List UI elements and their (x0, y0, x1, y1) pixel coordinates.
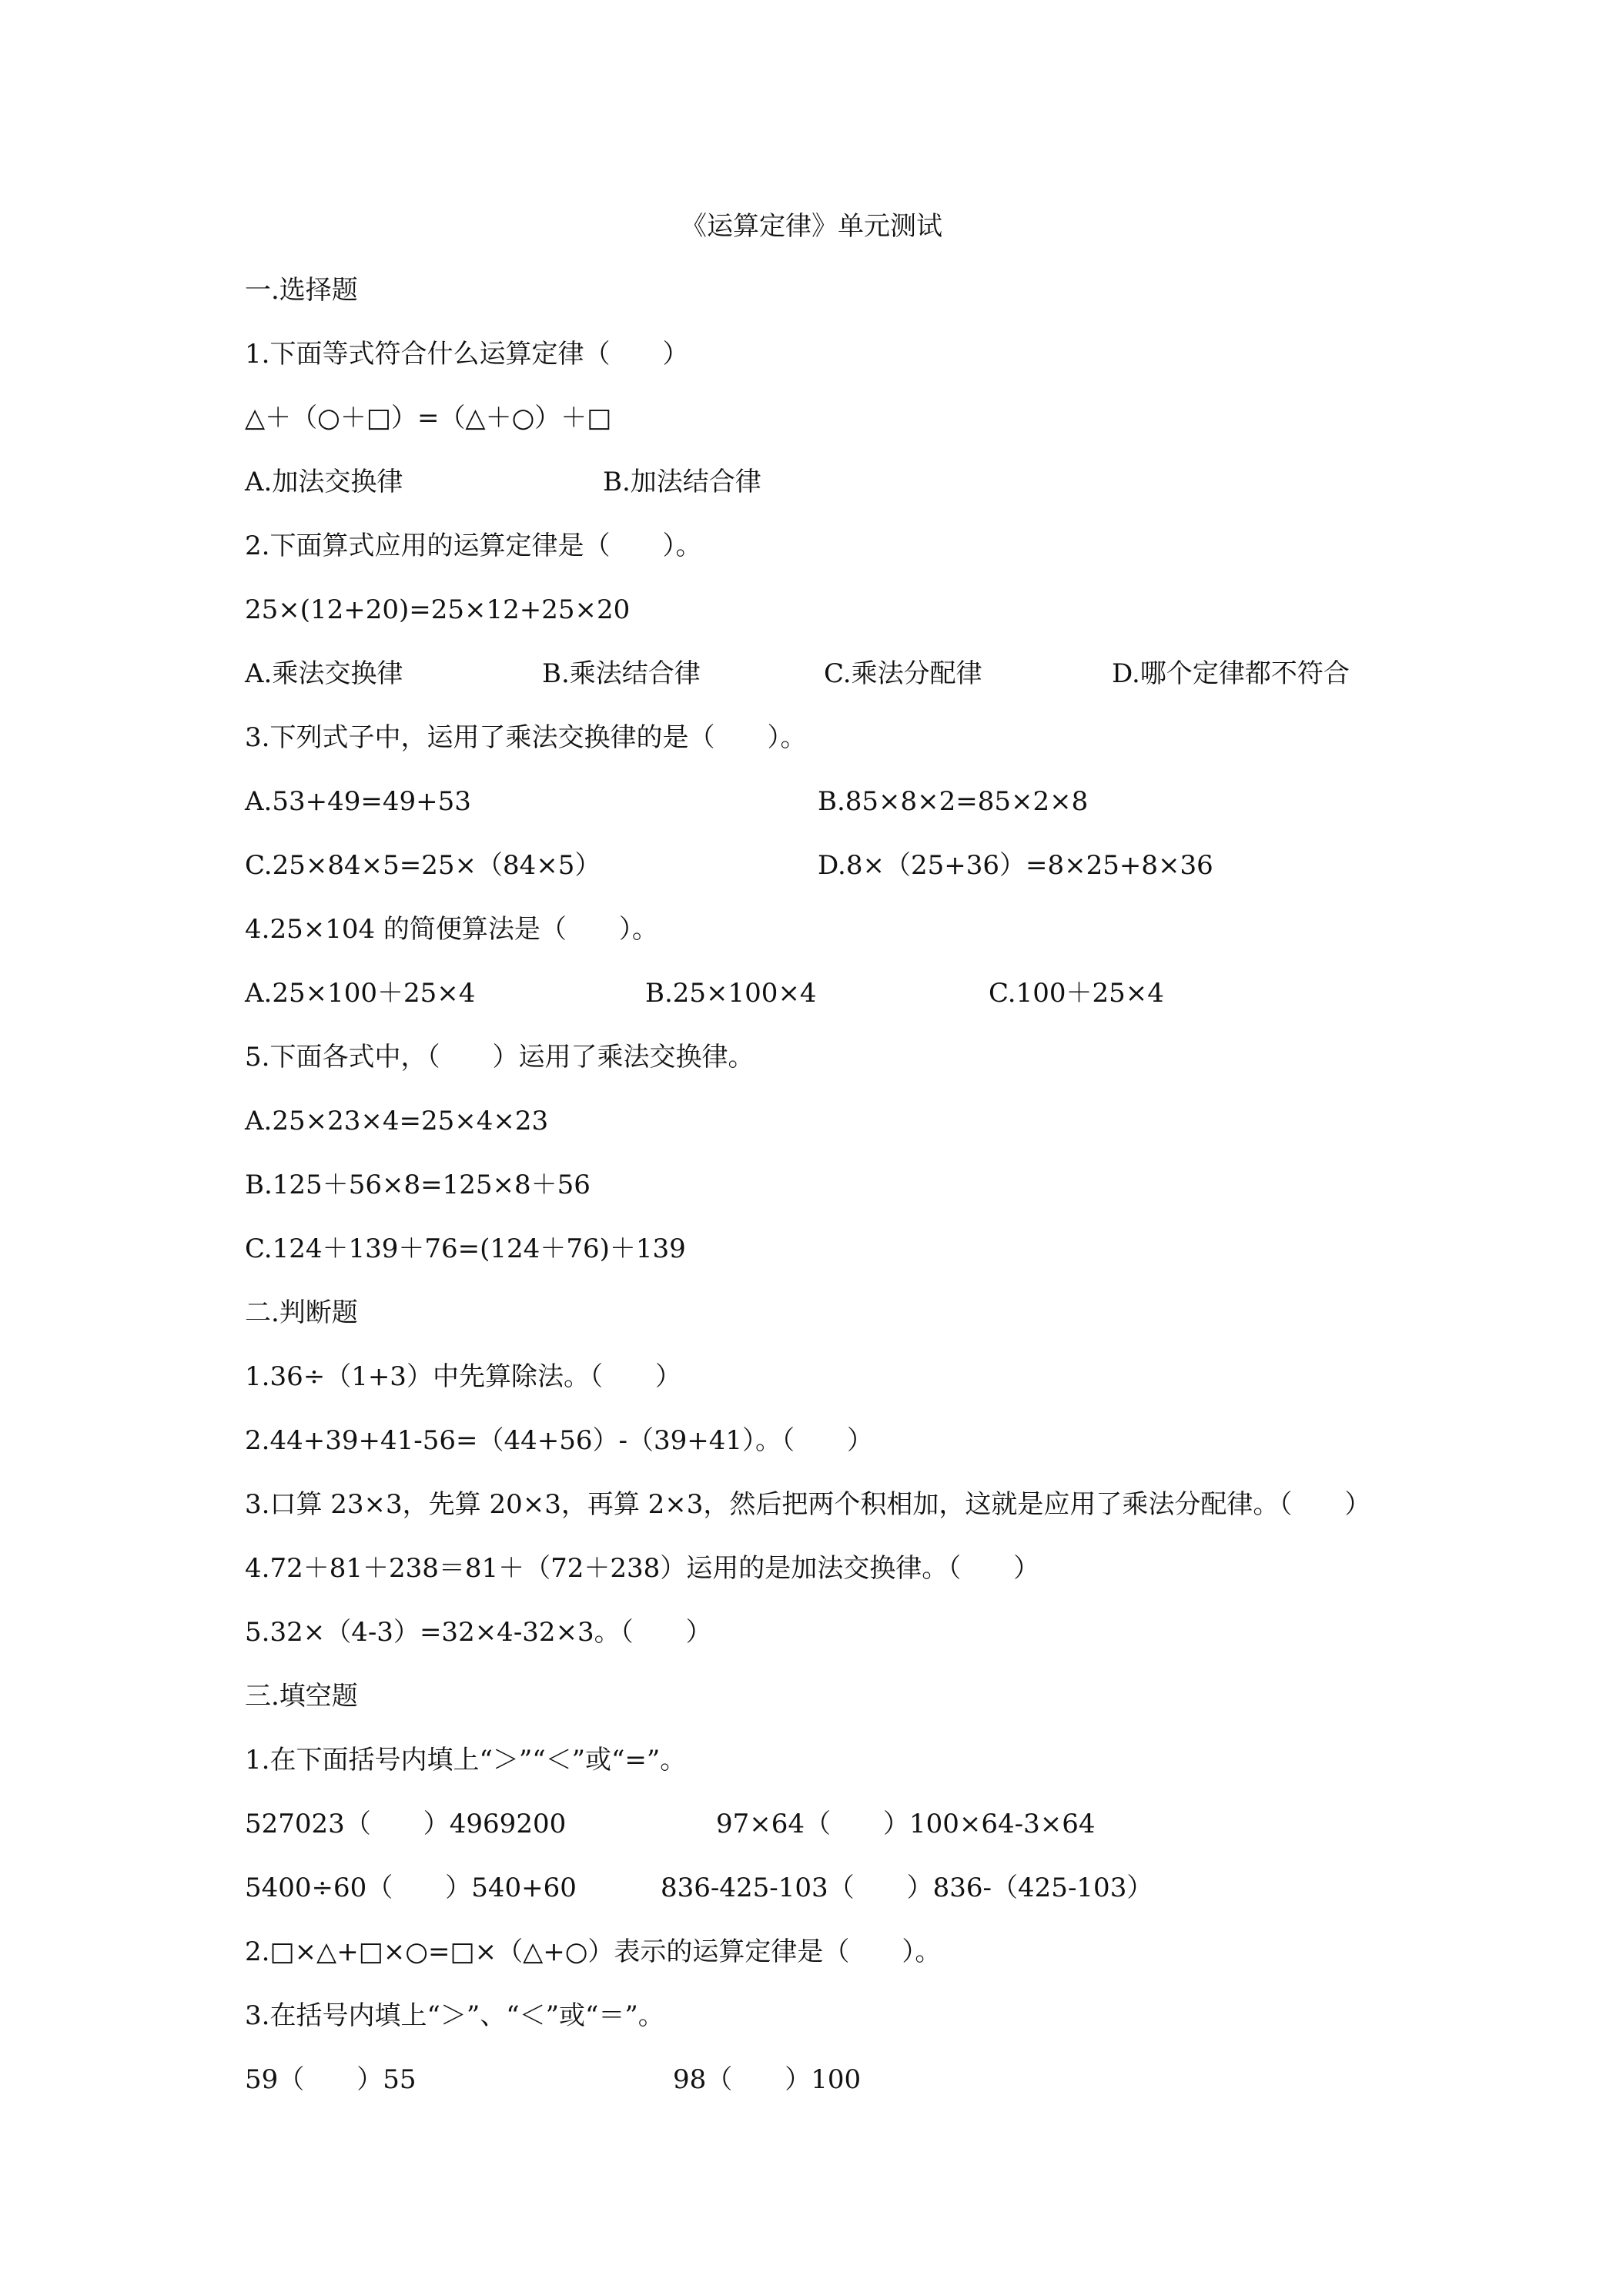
comparison-row (245, 2063, 862, 2097)
option-b: B.25×100×4 (645, 978, 817, 1009)
section-heading-fill: 三.填空题 (245, 1681, 358, 1712)
option-a: A.25×23×4=25×4×23 (245, 1106, 549, 1136)
judgement-item: 3.口算 23×3，先算 20×3，再算 2×3，然后把两个积相加，这就是应用了乘法分配律。（ ） (245, 1489, 1371, 1520)
worksheet-title: 《运算定律》单元测试 (681, 211, 942, 242)
option-a: A.乘法交换律 (245, 658, 403, 689)
option-row (245, 848, 1213, 882)
option-d: D.8×（25+36）=8×25+8×36 (818, 850, 1213, 881)
option-row (245, 657, 1350, 691)
option-c: C.乘法分配律 (824, 658, 982, 689)
question-formula: 25×(12+20)=25×12+25×20 (245, 594, 631, 625)
question-stem: 3.下列式子中，运用了乘法交换律的是（ ）。 (245, 722, 807, 753)
comparison-item: 5400÷60（ ）540+60 (245, 1873, 577, 1903)
option-d: D.哪个定律都不符合 (1112, 658, 1350, 689)
question-stem: 5.下面各式中，（ ）运用了乘法交换律。 (245, 1042, 755, 1073)
section-heading-choice: 一.选择题 (245, 275, 358, 306)
option-b: B.乘法结合律 (542, 658, 701, 689)
option-c: C.124＋139＋76=(124＋76)＋139 (245, 1233, 686, 1264)
question-formula: △＋（○＋□）=（△＋○）＋□ (245, 403, 612, 433)
comparison-item: 836-425-103（ ）836-（425-103） (661, 1873, 1153, 1903)
comparison-row (245, 1807, 1096, 1841)
comparison-item: 59（ ）55 (245, 2064, 417, 2095)
judgement-item: 4.72＋81＋238＝81＋（72＋238）运用的是加法交换律。（ ） (245, 1553, 1040, 1584)
option-c: C.100＋25×4 (989, 978, 1164, 1009)
judgement-item: 2.44+39+41-56=（44+56）-（39+41）。（ ） (245, 1425, 873, 1456)
option-a: A.加法交换律 (245, 467, 403, 497)
comparison-item: 97×64（ ）100×64-3×64 (716, 1809, 1096, 1839)
section-heading-judgement: 二.判断题 (245, 1297, 358, 1328)
option-b: B.125＋56×8=125×8＋56 (245, 1170, 591, 1200)
question-stem: 4.25×104 的简便算法是（ ）。 (245, 914, 658, 945)
option-a: A.53+49=49+53 (245, 786, 471, 817)
option-a: A.25×100＋25×4 (245, 978, 476, 1009)
question-stem: 2.下面算式应用的运算定律是（ ）。 (245, 530, 702, 561)
comparison-row (245, 1871, 1153, 1905)
comparison-item: 98（ ）100 (673, 2064, 862, 2095)
question-stem: 1.下面等式符合什么运算定律（ ） (245, 339, 689, 370)
judgement-item: 5.32×（4-3）=32×4-32×3。（ ） (245, 1617, 712, 1648)
judgement-item: 1.36÷（1+3）中先算除法。（ ） (245, 1361, 681, 1392)
option-c: C.25×84×5=25×（84×5） (245, 850, 601, 881)
option-b: B.加法结合律 (603, 467, 761, 497)
comparison-item: 527023（ ）4969200 (245, 1809, 567, 1839)
question-stem: 1.在下面括号内填上“＞”“＜”或“=”。 (245, 1745, 687, 1776)
option-b: B.85×8×2=85×2×8 (818, 786, 1089, 817)
option-row (245, 976, 1164, 1010)
question-stem: 3.在括号内填上“＞”、“＜”或“＝”。 (245, 2000, 664, 2031)
option-row (245, 785, 1089, 818)
option-row (245, 465, 761, 499)
question-stem: 2.□×△+□×○=□×（△+○）表示的运算定律是（ ）。 (245, 1936, 942, 1967)
